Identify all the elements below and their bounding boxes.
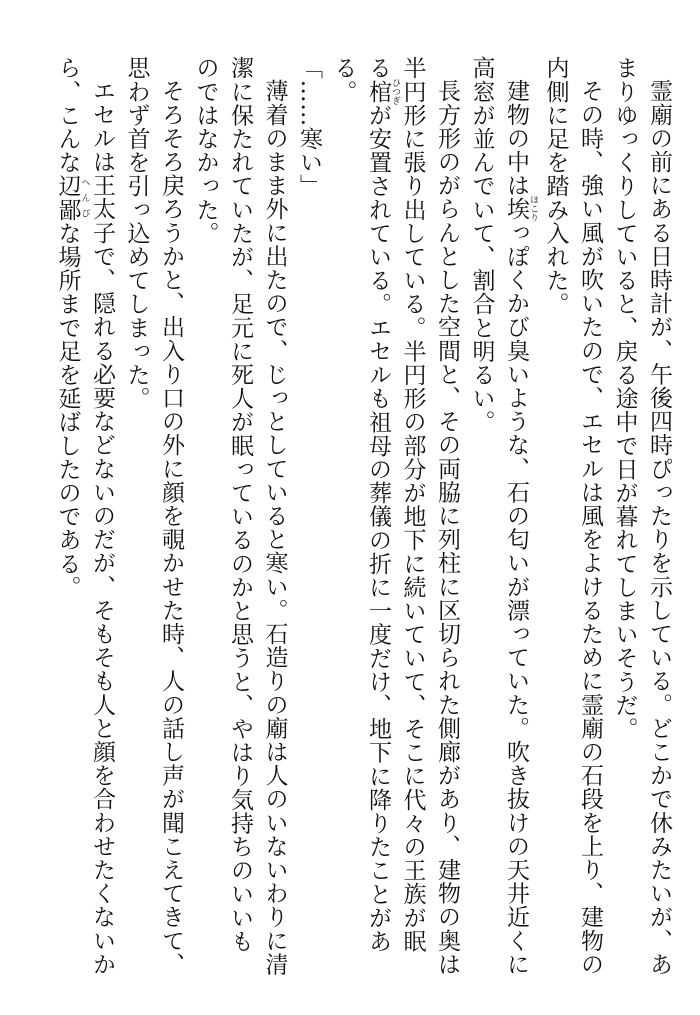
paragraph [607, 56, 676, 976]
ruby-word [54, 174, 90, 222]
paragraph [50, 56, 119, 976]
text-run: っぽくかび臭いような、石の匂いが漂っていた。吹き抜けの天井近くに高窓が並んでいて、割合と明るい。 [468, 56, 529, 976]
ruby-reading: ほこり [528, 195, 538, 223]
vertical-text-body [50, 56, 676, 976]
text-run: 長方形のがらんとした空間と、その両脇に列柱に区切られた側廊があり、建物の奥は半円形に張り出している。半円形の部分が地下に続いていて、そこに代々の王族が眠る [365, 56, 460, 976]
ruby-reading: ひつぎ [390, 77, 400, 105]
paragraph [188, 56, 292, 976]
text-run: が安置されている。エセルも祖母の葬儀の折に一度だけ、地下に降りたことがある。 [330, 56, 391, 953]
paragraph [464, 56, 538, 976]
text-run: 薄着のまま外に出たので、じっとしていると寒い。石造りの廟は人のいないわりに清潔に保たれていたが、足元に死人が眠っているのかと思うと、やはり気持ちのいいものではなかった。 [192, 56, 288, 976]
ruby-reading: へんぴ [79, 174, 90, 222]
paragraph [119, 56, 188, 976]
paragraph [326, 56, 464, 976]
text-run: エセルは王太子で、隠れる必要などないのだが、そもそも人と顔を合わせたくないから、こんな [54, 56, 115, 976]
text-run: そろそろ戻ろうかと、出入り口の外に顔を覗かせた時、人の話し声が聞こえてきて、思わず首を引っ込めてしまった。 [123, 56, 184, 976]
ruby-base: 辺鄙 [54, 174, 81, 222]
ruby-base: 棺 [365, 77, 391, 105]
text-run: その時、強い風が吹いたので、エセルは風をよけるために霊廟の石段を上り、建物の内側に足を踏み入れた。 [542, 56, 603, 976]
text-run: 建物の中は [503, 79, 529, 197]
ruby-base: 埃 [503, 195, 529, 223]
paragraph [292, 56, 327, 976]
ruby-word [365, 77, 400, 105]
text-run: 霊廟の前にある日時計が、午後四時ぴったりを示している。どこかで休みたいが、あまりゆっくりしていると、戻る途中で日が暮れてしまいそうだ。 [611, 56, 672, 976]
text-run: な場所まで足を延ばしたのである。 [54, 221, 81, 599]
ruby-word [503, 195, 538, 223]
text-run: 「……寒い」 [296, 56, 322, 198]
paragraph [538, 56, 607, 976]
